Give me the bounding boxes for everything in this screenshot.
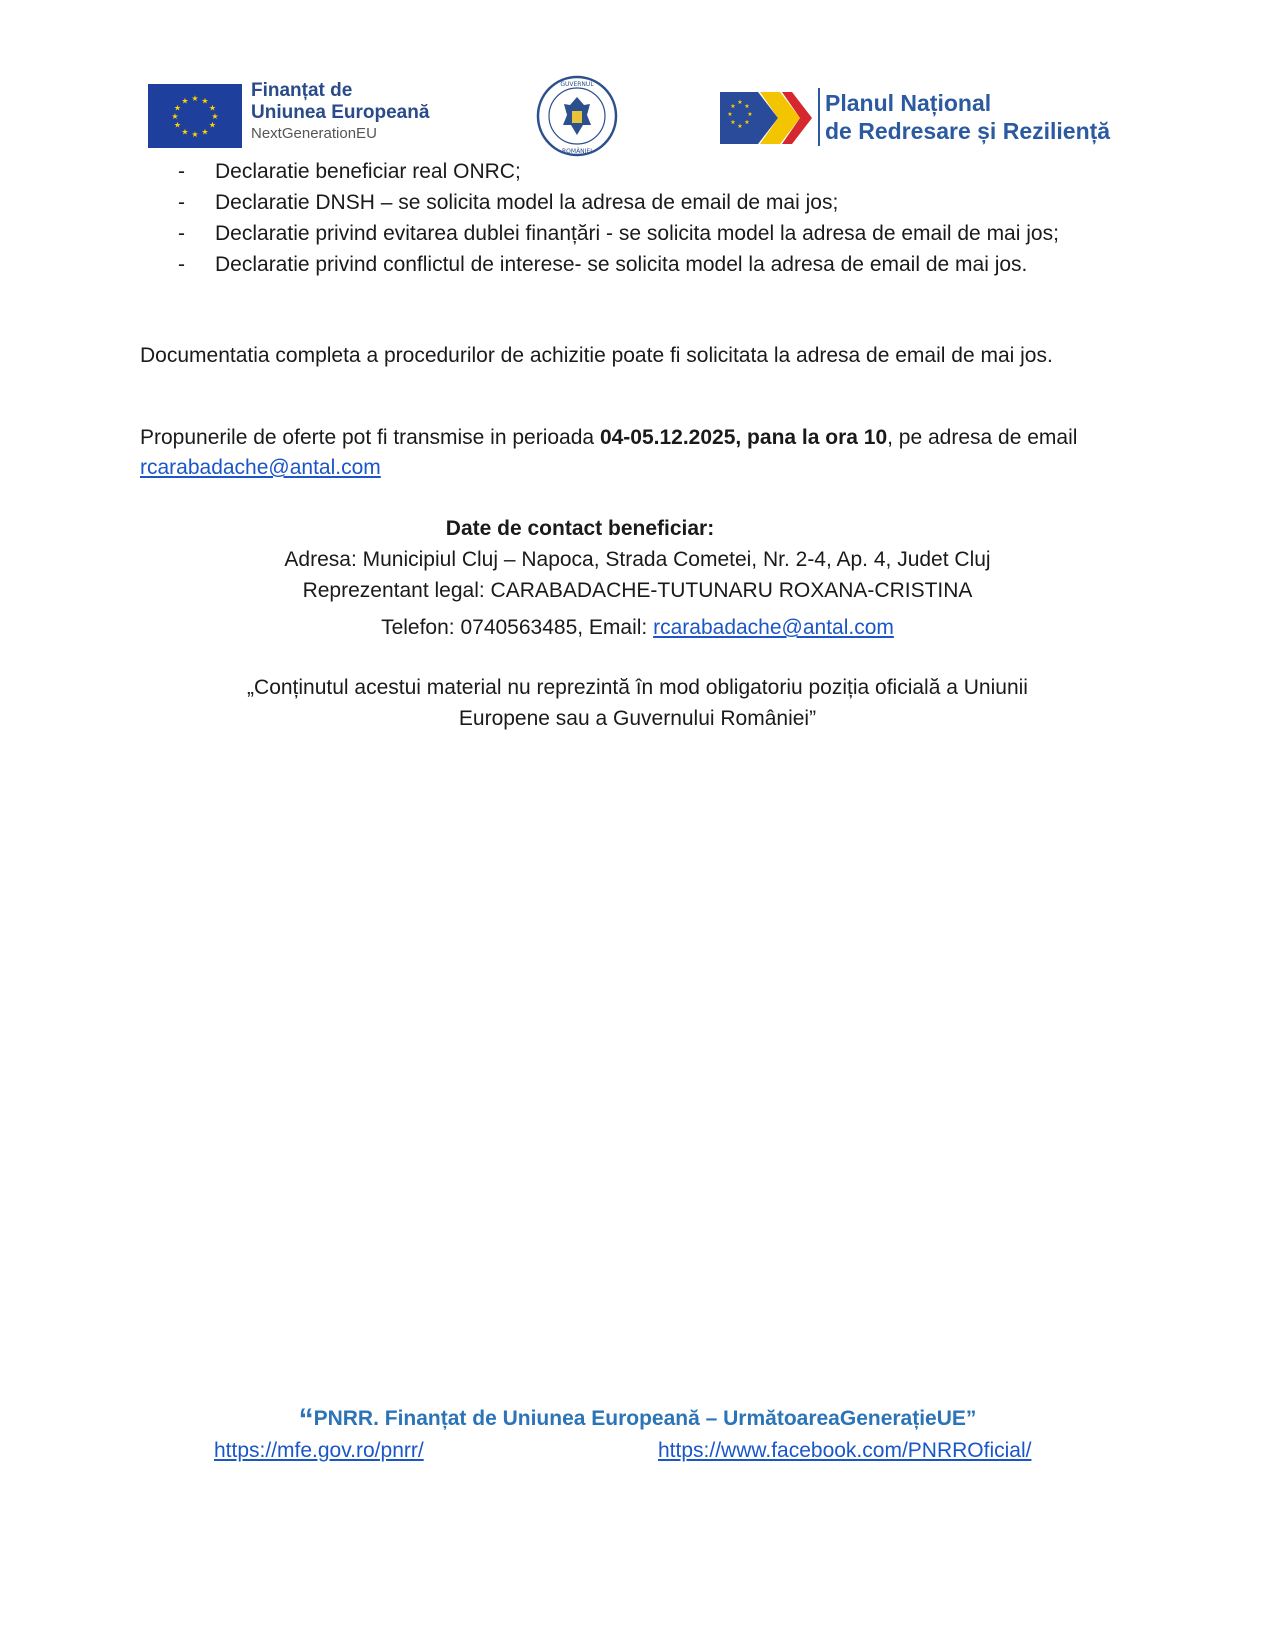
disclaimer-line-2: Europene sau a Guvernului României”	[458, 707, 817, 730]
footer-link-facebook[interactable]: https://www.facebook.com/PNRROficial/	[658, 1439, 1032, 1462]
offers-period: 04-05.12.2025, pana la ora 10	[599, 426, 888, 449]
pnrr-label	[825, 89, 1110, 145]
offers-email-link[interactable]: rcarabadache@antal.com	[140, 456, 381, 479]
offers-paragraph	[140, 424, 1077, 452]
footer-link-mfe-line	[214, 1437, 424, 1465]
disclaimer-line-1: „Conținutul acestui material nu reprezintă în mod obligatoriu poziția oficială a Uniunii	[247, 676, 1028, 699]
svg-text:★: ★	[201, 96, 209, 106]
pnrr-line-2: de Redresare și Reziliență	[825, 118, 1111, 144]
list-item-text: Declaratie privind conflictul de interese- se solicita model la adresa de email de mai jos.	[215, 253, 1028, 276]
svg-text:★: ★	[208, 103, 217, 113]
contact-address: Adresa: Municipiul Cluj – Napoca, Strada Cometei, Nr. 2-4, Ap. 4, Judet Cluj	[284, 548, 991, 571]
list-dash: -	[178, 222, 185, 245]
contact-phone-line	[0, 614, 1275, 642]
offers-email-line	[140, 454, 381, 482]
svg-text:★: ★	[737, 99, 743, 106]
eu-flag-icon	[148, 84, 242, 148]
list-item-text: Declaratie privind evitarea dublei finanțări - se solicita model la adresa de email de mai jos;	[215, 222, 1059, 245]
government-seal-icon	[536, 75, 618, 157]
eu-line-3: NextGenerationEU	[251, 125, 377, 142]
offers-prefix: Propunerile de oferte pot fi transmise in perioada	[140, 426, 600, 449]
footer-link-mfe[interactable]: https://mfe.gov.ro/pnrr/	[214, 1439, 424, 1462]
svg-text:★: ★	[737, 123, 743, 130]
svg-text:GUVERNUL: GUVERNUL	[560, 81, 594, 88]
pnrr-logo-divider	[818, 88, 820, 146]
svg-text:★: ★	[730, 119, 736, 126]
list-dash: -	[178, 253, 185, 276]
footer-link-facebook-line	[658, 1437, 1031, 1465]
documentation-paragraph: Documentatia completa a procedurilor de achizitie poate fi solicitata la adresa de email de mai jos.	[140, 344, 1053, 367]
pnrr-logo-icon	[720, 90, 815, 146]
list-dash: -	[178, 160, 185, 183]
svg-text:★: ★	[744, 119, 750, 126]
list-item-text: Declaratie beneficiar real ONRC;	[215, 160, 521, 183]
svg-text:★: ★	[171, 112, 179, 121]
svg-text:★: ★	[208, 120, 217, 130]
footer-title	[0, 1405, 1275, 1434]
svg-text:★: ★	[173, 120, 182, 130]
list-item-text: Declaratie DNSH – se solicita model la adresa de email de mai jos;	[215, 191, 839, 214]
svg-text:★: ★	[211, 112, 219, 121]
svg-text:★: ★	[191, 94, 199, 103]
svg-text:★: ★	[191, 130, 199, 139]
contact-email-link[interactable]: rcarabadache@antal.com	[653, 616, 894, 639]
svg-text:★: ★	[181, 96, 189, 106]
eu-line-1: Finanțat de	[251, 80, 353, 101]
svg-text:★: ★	[744, 103, 750, 110]
svg-text:★: ★	[173, 103, 182, 113]
contact-representative: Reprezentant legal: CARABADACHE-TUTUNARU ROXANA-CRISTINA	[302, 579, 973, 602]
svg-text:★: ★	[727, 111, 733, 118]
svg-text:★: ★	[201, 127, 209, 137]
pnrr-line-1: Planul Național	[825, 90, 992, 116]
offers-suffix: , pe adresa de email	[887, 426, 1078, 449]
contact-heading	[0, 515, 1160, 543]
svg-text:★: ★	[181, 127, 189, 137]
header-logos	[0, 0, 1275, 160]
svg-text:ROMÂNIEI: ROMÂNIEI	[562, 148, 592, 155]
contact-heading-text: Date de contact beneficiar:	[445, 517, 715, 540]
contact-phone: Telefon: 0740563485, Email:	[381, 616, 654, 639]
svg-text:★: ★	[747, 111, 753, 118]
list-dash: -	[178, 191, 185, 214]
eu-funding-label	[251, 80, 429, 144]
footer-open-quote: “	[298, 1403, 314, 1436]
eu-line-2: Uniunea Europeană	[251, 102, 430, 123]
svg-text:★: ★	[730, 103, 736, 110]
footer-title-text: PNRR. Finanțat de Uniunea Europeană – UrmătoareaGenerațieUE”	[313, 1407, 977, 1430]
